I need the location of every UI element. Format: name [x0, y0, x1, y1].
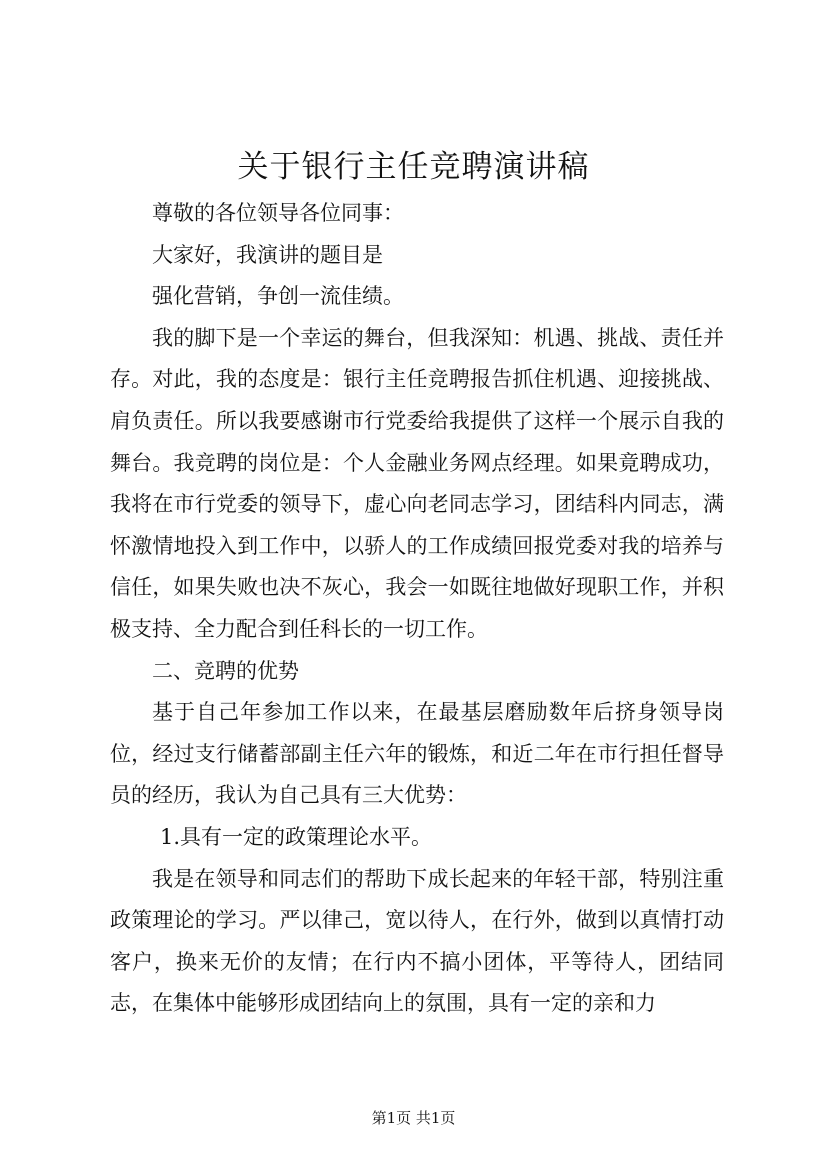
paragraph-policy-study: 我是在领导和同志们的帮助下成长起来的年轻干部，特别注重政策理论的学习。严以律己，宽以待人，在行外，做到以真情打动客户，换来无价的友情；在行内不搞小团体，平等待人，团结同志，在集体中能够形成团结向上的氛围，具有一定的亲和力 [110, 866, 724, 1016]
document-title: 关于银行主任竞聘演讲稿 [237, 149, 590, 185]
section-heading-advantages: 二、竞聘的优势 [152, 658, 299, 683]
document-body [110, 193, 724, 1025]
paragraph-topic: 强化营销，争创一流佳绩。 [152, 284, 404, 309]
paragraph-introduction: 我的脚下是一个幸运的舞台，但我深知：机遇、挑战、责任并存。对此，我的态度是：银行主任竞聘报告抓住机遇、迎接挑战、肩负责任。所以我要感谢市行党委给我提供了这样一个展示自我的舞台。我竞聘的岗位是：个人金融业务网点经理。如果竟聘成功，我将在市行党委的领导下，虚心向老同志学习，团结科内同志，满怀激情地投入到工作中，以骄人的工作成绩回报党委对我的培养与信任，如果失败也决不灰心，我会一如既往地做好现职工作，并积极支持、全力配合到任科长的一切工作。 [110, 325, 724, 641]
paragraph-greeting: 大家好，我演讲的题目是 [152, 242, 383, 267]
list-item-policy-theory: 1.具有一定的政策理论水平。 [160, 824, 433, 849]
paragraph-salutation: 尊敬的各位领导各位同事： [152, 201, 404, 225]
paragraph-background: 基于自己年参加工作以来，在最基层磨励数年后挤身领导岗位，经过支行储蓄部副主任六年的锻炼，和近二年在市行担任督导员的经历，我认为自己具有三大优势： [110, 700, 724, 808]
page-footer: 第1页 共1页 [371, 1109, 456, 1127]
